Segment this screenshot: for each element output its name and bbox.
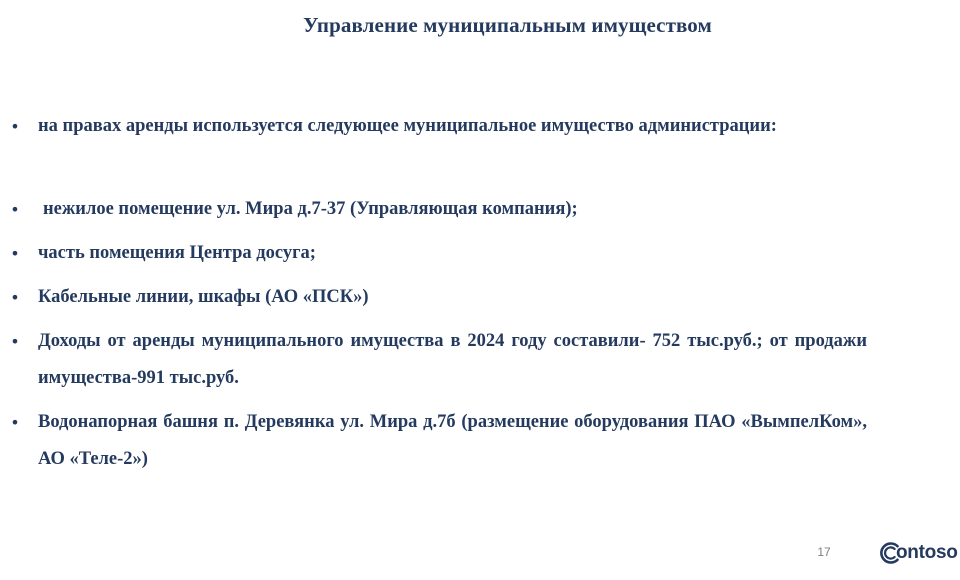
bullet-text: Кабельные линии, шкафы (АО «ПСК») (38, 287, 369, 307)
bullet-marker: • (10, 413, 20, 432)
bullet-marker: • (10, 288, 20, 307)
bullet-marker: • (10, 244, 20, 263)
logo-text: ontoso (896, 542, 958, 563)
bullet-text: Доходы от аренды муниципального имущества в 2024 году составили- 752 тыс.руб.; от продажи имущества-991 тыс.руб. (38, 331, 867, 388)
slide-title: Управление муниципальным имуществом (303, 13, 712, 37)
bullet-marker: • (10, 117, 20, 136)
bullet-text: часть помещения Центра досуга; (38, 243, 316, 263)
bullet-marker: • (10, 200, 20, 219)
bullet-text: Водонапорная башня п. Деревянка ул. Мира д.7б (размещение оборудования ПАО «ВымпелКом», АО «Теле-2») (38, 412, 867, 469)
bullet-text: на правах аренды используется следующее муниципальное имущество администрации: (38, 116, 777, 136)
bullet-marker: • (10, 332, 20, 351)
page-number: 17 (817, 545, 831, 559)
bullet-text: нежилое помещение ул. Мира д.7-37 (Управляющая компания); (43, 199, 578, 219)
contoso-logo (877, 540, 958, 566)
